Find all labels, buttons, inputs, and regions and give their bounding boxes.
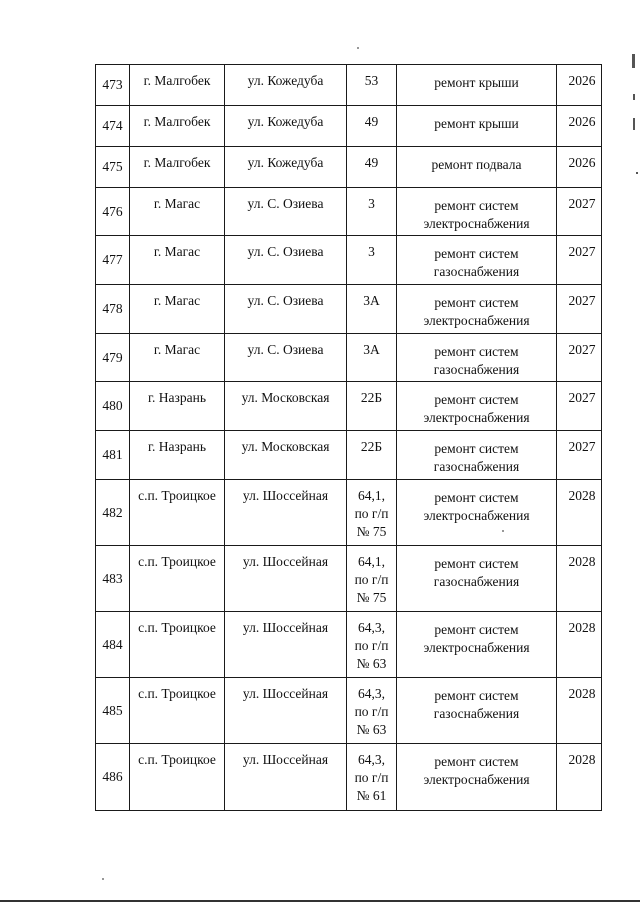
work-type-cell-text: ремонт подвала xyxy=(431,157,522,172)
work-type-cell-text: ремонт систем электроснабжения xyxy=(423,295,530,328)
year-cell-text: 2026 xyxy=(568,114,596,129)
work-type-cell xyxy=(397,334,557,382)
house-cell xyxy=(347,678,397,744)
house-cell-text: 22Б xyxy=(360,390,383,405)
house-cell xyxy=(347,480,397,546)
house-cell-text: 22Б xyxy=(360,439,383,454)
row-number xyxy=(96,744,130,811)
work-type-cell-text: ремонт систем электроснабжения xyxy=(423,392,530,425)
locality-cell-text: г. Малгобек xyxy=(143,155,211,170)
locality-cell xyxy=(130,147,225,188)
year-cell xyxy=(557,188,602,236)
house-cell xyxy=(347,188,397,236)
scan-dot xyxy=(102,878,104,880)
row-number xyxy=(96,285,130,334)
street-cell xyxy=(225,612,347,678)
locality-cell xyxy=(130,106,225,147)
row-number-text: 482 xyxy=(102,504,123,520)
table-row xyxy=(96,678,602,744)
year-cell xyxy=(557,106,602,147)
work-type-cell-text: ремонт систем электроснабжения xyxy=(423,490,530,523)
year-cell xyxy=(557,382,602,431)
work-type-cell xyxy=(397,382,557,431)
street-cell-text: ул. Шоссейная xyxy=(242,752,329,767)
street-cell-text: ул. Московская xyxy=(241,439,330,454)
row-number xyxy=(96,147,130,188)
street-cell xyxy=(225,106,347,147)
street-cell-text: ул. Шоссейная xyxy=(242,686,329,701)
street-cell-text: ул. С. Озиева xyxy=(247,244,324,259)
locality-cell xyxy=(130,612,225,678)
row-number-text: 486 xyxy=(102,769,123,784)
year-cell xyxy=(557,744,602,811)
row-number xyxy=(96,236,130,285)
year-cell xyxy=(557,480,602,546)
work-type-cell xyxy=(397,106,557,147)
page-bottom-edge xyxy=(0,900,640,902)
house-cell-text: 3А xyxy=(363,342,380,357)
row-number-text: 475 xyxy=(102,159,123,174)
house-cell-text: 49 xyxy=(364,155,379,170)
locality-cell-text: г. Назрань xyxy=(148,390,206,405)
work-type-cell xyxy=(397,744,557,811)
work-type-cell-text: ремонт систем электроснабжения xyxy=(423,754,530,787)
house-cell xyxy=(347,612,397,678)
work-type-cell xyxy=(397,612,557,678)
year-cell xyxy=(557,334,602,382)
street-cell xyxy=(225,678,347,744)
year-cell-text: 2027 xyxy=(568,196,596,211)
house-cell xyxy=(347,382,397,431)
work-type-cell xyxy=(397,147,557,188)
street-cell xyxy=(225,65,347,106)
locality-cell xyxy=(130,188,225,236)
year-cell-text: 2027 xyxy=(568,439,596,454)
house-cell-text: 3 xyxy=(368,196,375,211)
work-type-cell-text: ремонт систем газоснабжения xyxy=(433,441,520,474)
work-type-cell xyxy=(397,188,557,236)
row-number xyxy=(96,431,130,480)
locality-cell-text: г. Магас xyxy=(153,196,201,211)
row-number-text: 476 xyxy=(102,203,123,219)
street-cell xyxy=(225,236,347,285)
locality-cell xyxy=(130,678,225,744)
year-cell-text: 2028 xyxy=(568,686,596,701)
street-cell-text: ул. Шоссейная xyxy=(242,554,329,569)
table-row xyxy=(96,285,602,334)
house-cell-text: 64,3, по г/п № 63 xyxy=(354,620,389,671)
work-type-cell xyxy=(397,480,557,546)
house-cell-text: 3 xyxy=(368,244,375,259)
table-row xyxy=(96,546,602,612)
year-cell xyxy=(557,546,602,612)
row-number-text: 479 xyxy=(102,349,123,365)
work-type-cell xyxy=(397,285,557,334)
locality-cell-text: г. Магас xyxy=(153,293,201,308)
work-type-cell xyxy=(397,678,557,744)
year-cell xyxy=(557,236,602,285)
row-number xyxy=(96,65,130,106)
row-number xyxy=(96,106,130,147)
work-type-cell-text: ремонт систем газоснабжения xyxy=(433,344,520,377)
row-number xyxy=(96,480,130,546)
work-type-cell xyxy=(397,236,557,285)
work-type-cell-text: ремонт крыши xyxy=(434,75,519,90)
street-cell xyxy=(225,382,347,431)
year-cell xyxy=(557,431,602,480)
work-type-cell xyxy=(397,431,557,480)
year-cell xyxy=(557,65,602,106)
locality-cell-text: с.п. Троицкое xyxy=(138,686,216,701)
street-cell xyxy=(225,480,347,546)
street-cell-text: ул. Кожедуба xyxy=(247,155,324,170)
year-cell-text: 2028 xyxy=(568,488,596,503)
house-cell-text: 3А xyxy=(363,293,380,308)
work-type-cell-text: ремонт систем газоснабжения xyxy=(433,246,520,279)
house-cell xyxy=(347,65,397,106)
table-row xyxy=(96,480,602,546)
address-table xyxy=(95,64,602,811)
locality-cell-text: г. Малгобек xyxy=(143,114,211,129)
house-cell-text: 53 xyxy=(364,73,379,88)
row-number xyxy=(96,188,130,236)
year-cell-text: 2028 xyxy=(568,620,596,635)
table-row xyxy=(96,65,602,106)
year-cell-text: 2027 xyxy=(568,342,596,357)
locality-cell-text: г. Магас xyxy=(153,244,201,259)
street-cell xyxy=(225,188,347,236)
locality-cell-text: с.п. Троицкое xyxy=(138,620,216,635)
locality-cell xyxy=(130,744,225,811)
locality-cell xyxy=(130,480,225,546)
locality-cell xyxy=(130,65,225,106)
house-cell xyxy=(347,546,397,612)
street-cell-text: ул. Кожедуба xyxy=(247,73,324,88)
scan-dot xyxy=(502,530,504,532)
work-type-cell-text: ремонт систем газоснабжения xyxy=(433,556,520,589)
year-cell xyxy=(557,285,602,334)
street-cell-text: ул. С. Озиева xyxy=(247,342,324,357)
locality-cell xyxy=(130,431,225,480)
street-cell xyxy=(225,744,347,811)
street-cell xyxy=(225,147,347,188)
house-cell xyxy=(347,147,397,188)
work-type-cell xyxy=(397,546,557,612)
row-number xyxy=(96,546,130,612)
table-row xyxy=(96,106,602,147)
year-cell xyxy=(557,612,602,678)
locality-cell xyxy=(130,236,225,285)
year-cell-text: 2028 xyxy=(568,554,596,569)
house-cell-text: 64,3, по г/п № 63 xyxy=(354,686,389,737)
locality-cell-text: г. Малгобек xyxy=(143,73,211,88)
street-cell-text: ул. Кожедуба xyxy=(247,114,324,129)
house-cell xyxy=(347,236,397,285)
row-number xyxy=(96,678,130,744)
table-row xyxy=(96,431,602,480)
row-number-text: 481 xyxy=(102,447,123,462)
row-number-text: 474 xyxy=(102,118,123,133)
row-number-text: 480 xyxy=(102,398,123,413)
table-row xyxy=(96,334,602,382)
year-cell-text: 2027 xyxy=(568,244,596,259)
row-number-text: 473 xyxy=(102,77,123,92)
house-cell xyxy=(347,334,397,382)
table-body xyxy=(96,65,602,811)
locality-cell-text: с.п. Троицкое xyxy=(138,752,216,767)
work-type-cell-text: ремонт систем газоснабжения xyxy=(433,688,520,721)
scan-mark xyxy=(632,54,635,68)
work-type-cell-text: ремонт систем электроснабжения xyxy=(423,622,530,655)
row-number-text: 477 xyxy=(102,252,123,267)
work-type-cell-text: ремонт крыши xyxy=(434,116,519,131)
work-type-cell xyxy=(397,65,557,106)
year-cell-text: 2027 xyxy=(568,390,596,405)
row-number-text: 484 xyxy=(102,636,123,652)
table-row xyxy=(96,744,602,811)
street-cell-text: ул. С. Озиева xyxy=(247,293,324,308)
street-cell xyxy=(225,285,347,334)
street-cell xyxy=(225,431,347,480)
row-number-text: 478 xyxy=(102,301,123,316)
table-row xyxy=(96,188,602,236)
locality-cell-text: г. Магас xyxy=(153,342,201,357)
year-cell-text: 2028 xyxy=(568,752,596,767)
row-number xyxy=(96,334,130,382)
locality-cell-text: с.п. Троицкое xyxy=(138,554,216,569)
street-cell-text: ул. С. Озиева xyxy=(247,196,324,211)
row-number-text: 485 xyxy=(102,702,123,718)
scan-mark xyxy=(636,172,638,174)
street-cell xyxy=(225,546,347,612)
house-cell-text: 64,3, по г/п № 61 xyxy=(354,752,389,803)
locality-cell xyxy=(130,285,225,334)
street-cell-text: ул. Шоссейная xyxy=(242,620,329,635)
locality-cell xyxy=(130,546,225,612)
year-cell-text: 2027 xyxy=(568,293,596,308)
locality-cell-text: с.п. Троицкое xyxy=(138,488,216,503)
house-cell xyxy=(347,285,397,334)
table-row xyxy=(96,147,602,188)
street-cell-text: ул. Московская xyxy=(241,390,330,405)
year-cell-text: 2026 xyxy=(568,155,596,170)
table-row xyxy=(96,612,602,678)
work-type-cell-text: ремонт систем электроснабжения xyxy=(423,198,530,231)
row-number xyxy=(96,612,130,678)
locality-cell-text: г. Назрань xyxy=(148,439,206,454)
house-cell-text: 49 xyxy=(364,114,379,129)
scan-mark xyxy=(633,94,635,100)
locality-cell xyxy=(130,382,225,431)
scan-dot xyxy=(357,47,359,49)
street-cell xyxy=(225,334,347,382)
table-row xyxy=(96,382,602,431)
row-number xyxy=(96,382,130,431)
year-cell-text: 2026 xyxy=(568,73,596,88)
house-cell-text: 64,1, по г/п № 75 xyxy=(354,488,389,539)
table-row xyxy=(96,236,602,285)
locality-cell xyxy=(130,334,225,382)
street-cell-text: ул. Шоссейная xyxy=(242,488,329,503)
house-cell xyxy=(347,106,397,147)
year-cell xyxy=(557,147,602,188)
house-cell xyxy=(347,431,397,480)
year-cell xyxy=(557,678,602,744)
row-number-text: 483 xyxy=(102,570,123,586)
house-cell xyxy=(347,744,397,811)
house-cell-text: 64,1, по г/п № 75 xyxy=(354,554,389,605)
scan-mark xyxy=(633,118,635,130)
